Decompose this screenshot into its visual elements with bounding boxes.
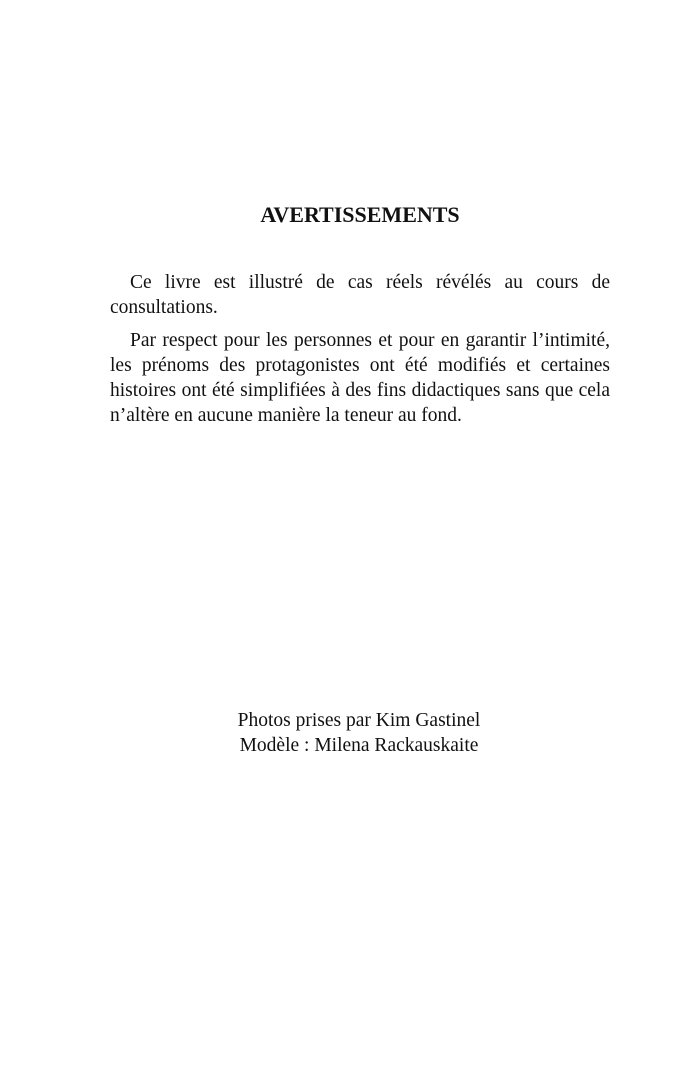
page-title: AVERTISSEMENTS [260,202,460,227]
photo-credit-line: Photos prises par Kim Gastinel [237,710,481,731]
paragraph-cases: Ce livre est illustré de cas réels révélés au cours de consultations. [110,272,610,318]
warning-text [110,270,610,436]
photo-credits [0,708,700,758]
model-credit-line: Modèle : Milena Rackauskaite [239,735,479,756]
paragraph-privacy: Par respect pour les personnes et pour en garantir l’intimité, les prénoms des protagonistes ont été modifiés et certaines histoires ont été simplifiées à des fins didactiques sans que cela n’altère en aucune manière la teneur au fond. [110,330,610,426]
